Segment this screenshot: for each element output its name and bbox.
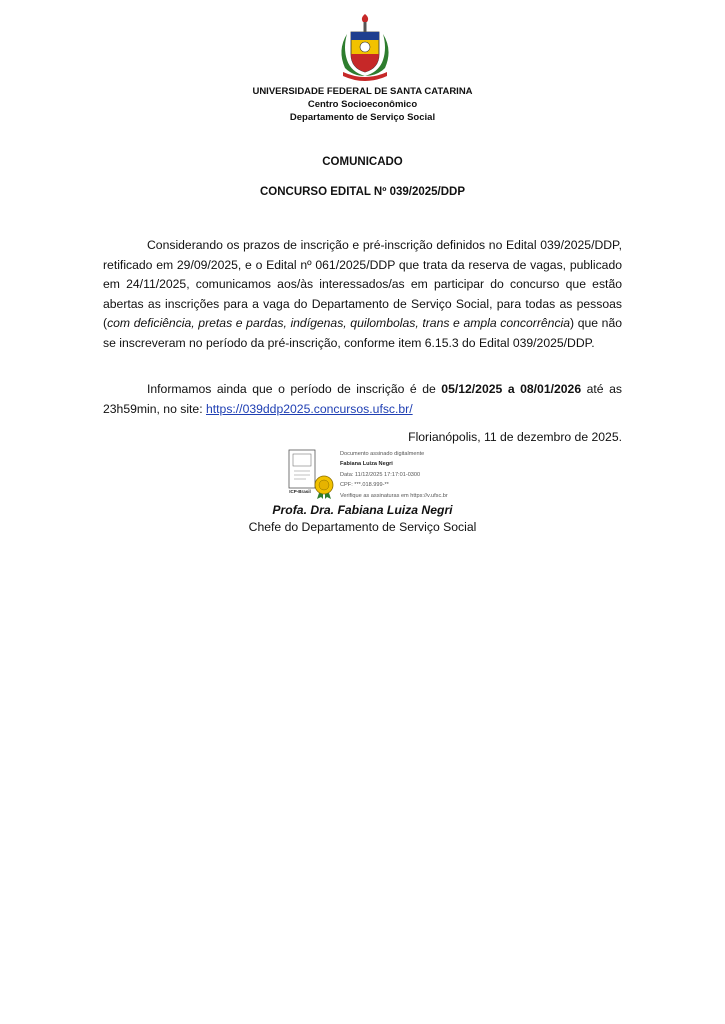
registration-site-link[interactable]: https://039ddp2025.concursos.ufsc.br/	[205, 401, 413, 416]
paragraph-registration-period	[103, 380, 622, 419]
notice-title: COMUNICADO	[322, 156, 403, 168]
ufsc-crest-icon	[333, 14, 397, 82]
signature-cpf: CPF: ***.018.999-**	[340, 482, 389, 489]
signature-date: Data: 11/12/2025 17:17:01-0300	[340, 471, 421, 478]
signature-heading: Documento assinado digitalmente	[340, 451, 425, 457]
signer-role: Chefe do Departamento de Serviço Social	[248, 520, 477, 534]
paragraph-2-text-middle: até as 23h59min, no site:	[103, 382, 622, 416]
signature-signer: Fabiana Luiza Negri	[340, 461, 393, 468]
signature-details	[340, 449, 490, 501]
signature-verify: Verifique as assinaturas em https://v.ufsc.br	[340, 492, 448, 499]
icp-brasil-label: ICP-Brasil	[289, 489, 311, 494]
paragraph-deadlines	[103, 236, 622, 354]
signer-name: Profa. Dra. Fabiana Luiza Negri	[272, 503, 453, 517]
university-name: UNIVERSIDADE FEDERAL DE SANTA CATARINA	[252, 86, 473, 97]
center-name: Centro Socioeconômico	[307, 99, 418, 110]
contest-title: CONCURSO EDITAL Nº 039/2025/DDP	[259, 186, 466, 198]
digital-signature-stamp	[288, 449, 488, 499]
department-name: Departamento de Serviço Social	[289, 112, 436, 123]
paragraph-1-text-after: ) que não se inscreveram no período da pré-inscrição, conforme item 6.15.3 do Edital 039/2025/DDP.	[103, 316, 623, 350]
paragraph-1-italic-groups: com deficiência, pretas e pardas, indígenas, quilombolas, trans e ampla concorrência	[107, 316, 571, 331]
place-and-date: Florianópolis, 11 de dezembro de 2025.	[408, 430, 622, 444]
paragraph-2-text-before: Informamos ainda que o período de inscrição é de	[147, 382, 442, 396]
paragraph-1-text-before: Considerando os prazos de inscrição e pré-inscrição definidos no Edital 039/2025/DDP, retificado em 29/09/2025, e o Edital nº 061/2025/DDP que trata da reserva de vagas, publicado em 24/11/2025, comunicamos aos/às interessados/as em participar do concurso que estão abertas as inscrições para a vaga do Departamento de Serviço Social, para todas as pessoas (	[103, 238, 622, 331]
registration-period: 05/12/2025 a 08/01/2026	[441, 382, 582, 396]
